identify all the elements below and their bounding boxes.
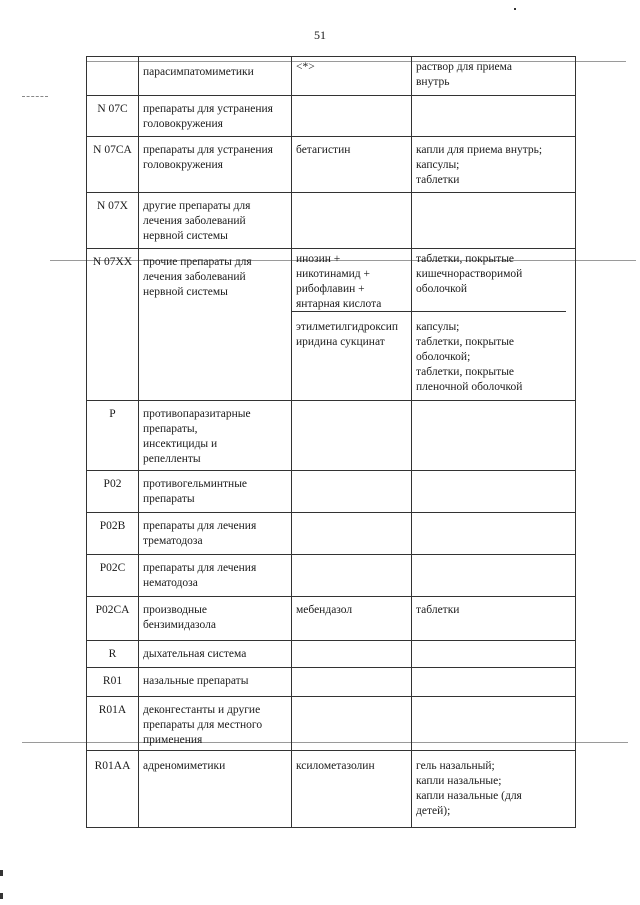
code-cell: R01A (87, 697, 139, 750)
substance-cell (292, 513, 412, 554)
form-cell (412, 513, 566, 554)
table-row (86, 56, 576, 96)
form-cell (412, 668, 566, 696)
code-cell: R (87, 641, 139, 667)
table-row (86, 513, 576, 555)
form-cell (412, 555, 566, 596)
substance-cell: мебендазол (292, 597, 412, 640)
code-cell: P (87, 401, 139, 470)
code-cell: N 07CA (87, 137, 139, 192)
code-cell: N 07XX (87, 249, 139, 400)
name-cell: препараты для устранения головокружения (139, 96, 292, 136)
form-cell (412, 641, 566, 667)
table-row (86, 668, 576, 697)
name-cell: производные бензимидазола (139, 597, 292, 640)
table-row (86, 597, 576, 641)
substance-cell: инозин + никотинамид + рибофлавин + янтарная кислота (292, 249, 412, 315)
form-cell: раствор для приема внутрь (416, 61, 512, 88)
form-cell: капли для приема внутрь; капсулы; таблетки (416, 144, 543, 186)
sub-row (292, 249, 566, 312)
code-cell: N 07C (87, 96, 139, 136)
table-row (86, 555, 576, 597)
name-cell: адреномиметики (139, 751, 292, 827)
scan-dot (0, 870, 3, 876)
substance-cell: этилметилгидроксип иридина сукцинат (292, 312, 412, 400)
scan-dot (0, 893, 3, 899)
form-cell: капсулы; таблетки, покрытые оболочкой; таблетки, покрытые пленочной оболочкой (416, 321, 523, 393)
name-cell: прочие препараты для лечения заболеваний нервной системы (139, 249, 292, 400)
split-cell (292, 249, 566, 400)
code-cell: P02 (87, 471, 139, 512)
name-cell: парасимпатомиметики (139, 57, 292, 95)
scan-dash (22, 96, 48, 97)
table-row (86, 697, 576, 751)
sub-row (292, 312, 566, 400)
substance-cell (292, 471, 412, 512)
substance-cell (292, 401, 412, 470)
form-cell (412, 697, 566, 750)
name-cell: препараты для устранения головокружения (139, 137, 292, 192)
substance-cell (292, 697, 412, 750)
medication-table (86, 56, 576, 828)
substance-cell (292, 96, 412, 136)
code-cell: N 07X (87, 193, 139, 248)
form-cell: таблетки, покрытые кишечнорастворимой оболочкой (416, 253, 523, 295)
form-cell: гель назальный; капли назальные; капли назальные (для детей); (416, 760, 522, 817)
name-cell: дыхательная система (139, 641, 292, 667)
form-cell (412, 193, 566, 248)
form-cell (412, 401, 566, 470)
code-cell: P02C (87, 555, 139, 596)
substance-cell: ксилометазолин (292, 751, 412, 827)
substance-cell (292, 555, 412, 596)
substance-cell (292, 193, 412, 248)
table-row (86, 641, 576, 668)
table-row (86, 193, 576, 249)
name-cell: деконгестанты и другие препараты для местного применения (139, 697, 292, 750)
form-cell (412, 96, 566, 136)
name-cell: противогельминтные препараты (139, 471, 292, 512)
page-number: 51 (314, 28, 326, 42)
form-cell: таблетки (416, 604, 460, 616)
name-cell: препараты для лечения трематодоза (139, 513, 292, 554)
name-cell: препараты для лечения нематодоза (139, 555, 292, 596)
name-cell: другие препараты для лечения заболеваний нервной системы (139, 193, 292, 248)
code-cell: R01 (87, 668, 139, 696)
name-cell: назальные препараты (139, 668, 292, 696)
table-row (86, 249, 576, 401)
table-row (86, 401, 576, 471)
code-cell: P02CA (87, 597, 139, 640)
table-row (86, 471, 576, 513)
table-row (86, 96, 576, 137)
substance-cell: <*> (292, 57, 412, 95)
code-cell (87, 57, 139, 95)
code-cell: P02B (87, 513, 139, 554)
substance-cell: бетагистин (292, 137, 412, 192)
name-cell: противопаразитарные препараты, инсектициды и репелленты (139, 401, 292, 470)
scan-dot (514, 8, 516, 10)
form-cell (412, 471, 566, 512)
table-row (86, 751, 576, 828)
substance-cell (292, 641, 412, 667)
substance-cell (292, 668, 412, 696)
table-row (86, 137, 576, 193)
code-cell: R01AA (87, 751, 139, 827)
